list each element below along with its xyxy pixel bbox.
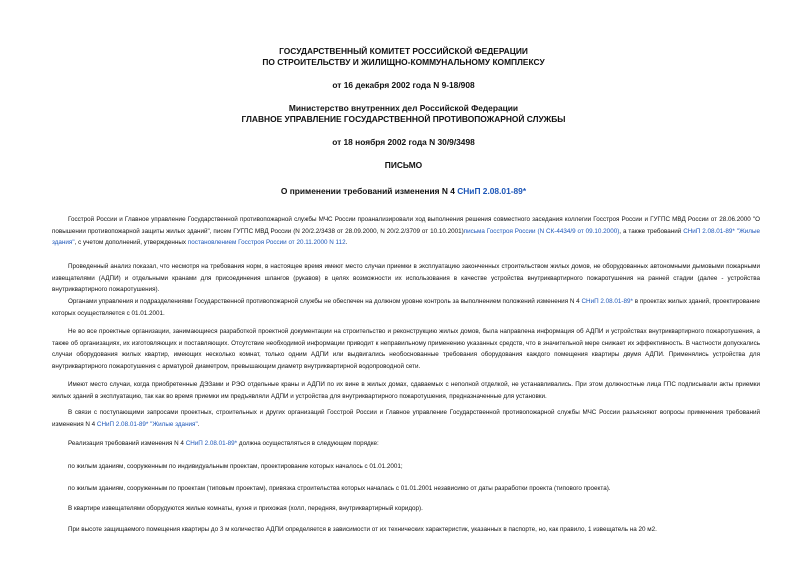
p1-link-resolution[interactable]: постановлением Госстроя России от 20.11.2000 N 112 — [187, 239, 346, 246]
org-title-line2: ПО СТРОИТЕЛЬСТВУ И ЖИЛИЩНО-КОММУНАЛЬНОМУ КОМПЛЕКСУ — [262, 57, 545, 67]
paragraph-7 — [52, 438, 760, 450]
paragraph-2: Проведенный анализ показал, что несмотря на требования норм, в настоящее время имеют место случаи приемки в эксплуатацию законченных строительством жилых домов, не оборудованных автономными дымовыми пожарными извещателями (АДПИ) и отдельными кранами для присоединения шлангов (рукавов) в целях возможности их использования в качестве устройства внутриквартирного пожаротушения на ранней стадии (далее - устройства внутриквартирного пожаротушения). — [52, 263, 760, 293]
document-subject — [0, 186, 807, 197]
p7-text-1: Реализация требований изменения N 4 — [68, 440, 186, 447]
paragraph-8: по жилым зданиям, сооруженным по индивидуальным проектам, проектирование которых началось с 01.01.2001; — [68, 463, 403, 470]
document-date-1: от 16 декабря 2002 года N 9-18/908 — [332, 80, 475, 90]
paragraph-9: по жилым зданиям, сооруженным по проектам (типовым проектам), привязка строительства которых началась с 01.01.2001 независимо от даты разработки проекта (типового проекта). — [68, 485, 611, 492]
paragraph-4: Не во все проектные организации, занимающиеся разработкой проектной документации на строительство и реконструкцию жилых домов, была направлена информация об АДПИ и устройствах внутриквартирного пожаротушения, а также об организациях, их изготовляющих и поставляющих. Отсутствие необходимой информации приводит к неправильному применению указанных средств, что в значительной мере снижает их эффективность. В частности допускались случаи оборудования жилых квартир, имеющих несколько комнат, только одним АДПИ или выдвигались необоснованные требования оборудования каждого помещения квартиры двумя АДПИ. Применялись устройства для внутриквартирного пожаротушения с арматурой диаметром, превышающим диаметр внутриквартирной водопроводной сети. — [52, 328, 760, 370]
ministry-line2: ГЛАВНОЕ УПРАВЛЕНИЕ ГОСУДАРСТВЕННОЙ ПРОТИВОПОЖАРНОЙ СЛУЖБЫ — [241, 114, 566, 124]
org-title-line1: ГОСУДАРСТВЕННЫЙ КОМИТЕТ РОССИЙСКОЙ ФЕДЕРАЦИИ — [279, 46, 528, 56]
paragraph-6 — [52, 407, 760, 430]
p3-text-1: Органами управления и подразделениями Государственной противопожарной службы не обеспечен на должном уровне контроль за выполнением положений изменения N 4 — [68, 298, 582, 305]
paragraph-11: При высоте защищаемого помещения квартиры до 3 м количество АДПИ определяется в зависимости от их технических характеристик, указанных в паспорте, но, как правило, 1 извещатель на 20 м2. — [68, 526, 657, 533]
document-type: ПИСЬМО — [384, 160, 423, 170]
paragraph-5: Имеют место случаи, когда приобретенные ДЭЗами и РЭО отдельные краны и АДПИ по их вине в жилых домах, сдаваемых с неполной отделкой, не устанавливались. При этом должностные лица ГПС подписывали акты приемки жилых зданий в эксплуатацию, так как во время приемки им предъявляли АДПИ и устройства для внутриквартирного пожаротушения, предназначенные для установки. — [52, 381, 760, 400]
paragraph-10: В квартире извещателями оборудуются жилые комнаты, кухня и прихожая (холл, передняя, внутриквартирный коридор). — [68, 505, 423, 512]
p6-text-2: . — [197, 420, 200, 428]
p7-text-2: должна осуществляться в следующем порядке: — [237, 440, 379, 447]
document-date-2: от 18 ноября 2002 года N 30/9/3498 — [332, 137, 475, 147]
p3-text-2: в проектах жилых зданий, проектирование которых осуществляется с 01.01.2001. — [52, 298, 761, 317]
p6-link-snip[interactable]: СНиП 2.08.01-89* "Жилые здания" — [96, 420, 198, 428]
paragraph-3 — [52, 296, 760, 319]
p1-text-2: , а также требований — [619, 227, 684, 235]
p1-text-3: , с учетом дополнений, утвержденных — [74, 239, 188, 246]
p1-link-snip[interactable]: СНиП 2.08.01-89* "Жилые здания" — [52, 227, 760, 246]
p3-link-snip[interactable]: СНиП 2.08.01-89* — [581, 298, 633, 305]
p6-text-1: В связи с поступающими запросами проектных, строительных и других организаций Госстрой России и Главное управление Государственной противопожарной службы МЧС России разъясняют вопросы применения требований изменения N 4 — [52, 409, 760, 428]
ministry-line1: Министерство внутренних дел Российской Федерации — [288, 103, 519, 113]
p1-link-gosstroy-letter[interactable]: письма Госстроя России (N СК-4434/9 от 09.10.2000) — [463, 227, 620, 235]
paragraph-1 — [52, 214, 760, 249]
p1-text-1: Госстрой России и Главное управление Государственной противопожарной службы МЧС России проанализировали ход выполнения решения совместного заседания коллегии Госстроя России и ГУГПС МВД России от 28.06.2000 "О повышении противопожарной защиты жилых зданий", писем ГУГПС МВД России (N 20/2.2/3438 от 28.09.2000, N 20/2.2/3709 от 10.10.2001) — [52, 216, 760, 235]
p1-text-4: . — [345, 239, 348, 246]
subject-text: О применении требований изменения N 4 — [280, 186, 458, 196]
subject-snip-link[interactable]: СНиП 2.08.01-89* — [457, 186, 527, 196]
p7-link-snip[interactable]: СНиП 2.08.01-89* — [185, 440, 238, 447]
